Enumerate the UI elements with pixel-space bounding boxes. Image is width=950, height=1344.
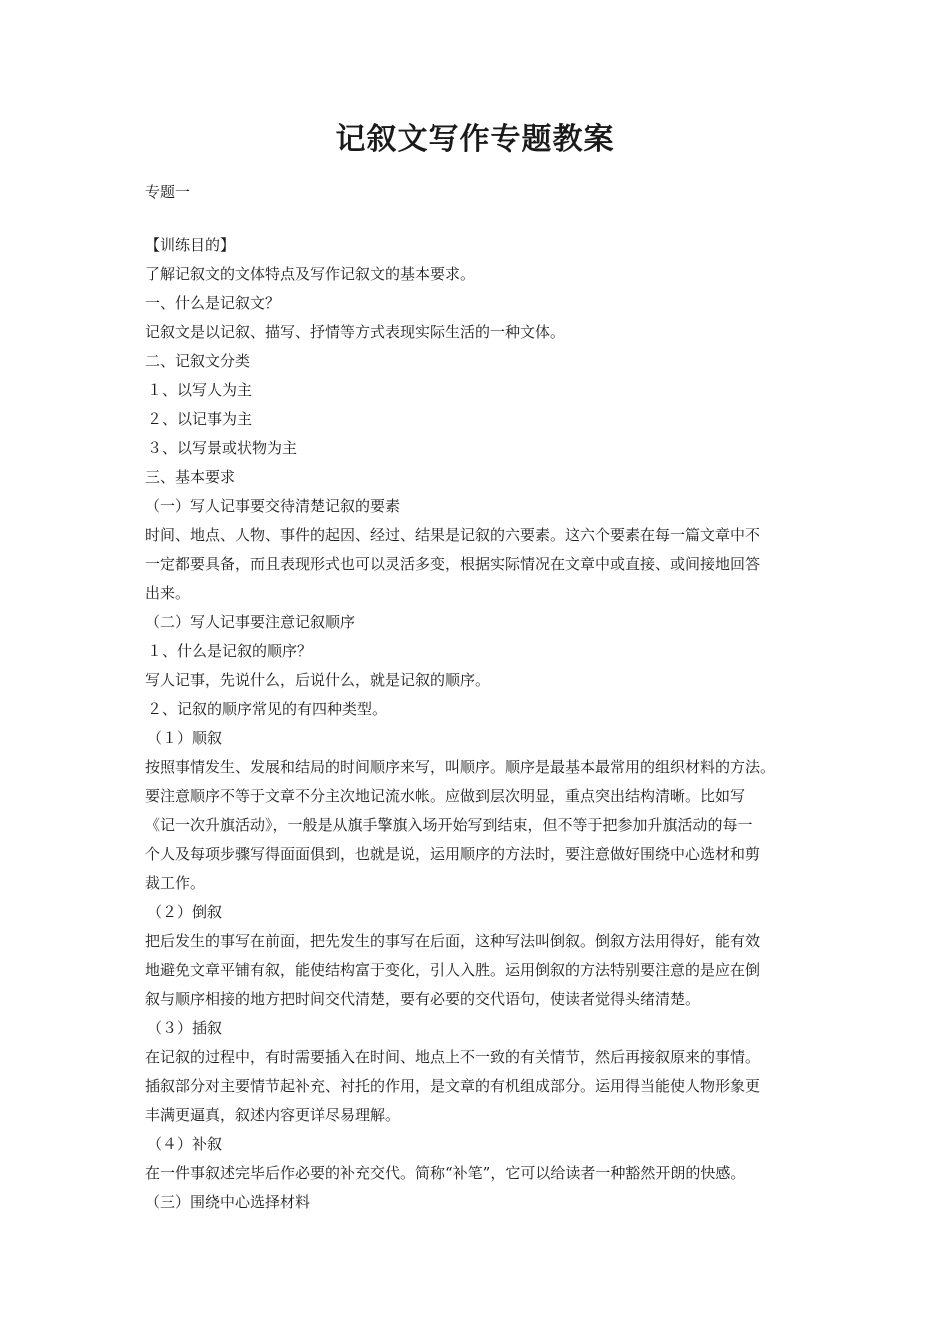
paragraph-line: 时间、地点、人物、事件的起因、经过、结果是记叙的六要素。这六个要素在每一篇文章中不: [145, 526, 761, 544]
paragraph-line: 在记叙的过程中，有时需要插入在时间、地点上不一致的有关情节，然后再接叙原来的事情。: [145, 1048, 761, 1066]
paragraph-line: 一定都要具备，而且表现形式也可以灵活多变，根据实际情况在文章中或直接、或间接地回答: [145, 555, 761, 573]
paragraph-line: 插叙部分对主要情节起补充、衬托的作用，是文章的有机组成部分。运用得当能使人物形象更: [145, 1077, 761, 1095]
section-heading: 二、记叙文分类: [145, 352, 251, 370]
list-item: （３）插叙: [147, 1019, 223, 1037]
document-body: [145, 231, 815, 1217]
paragraph-line: 《记一次升旗活动》，一般是从旗手擎旗入场开始写到结束，但不等于把参加升旗活动的每一: [145, 816, 753, 834]
paragraph-line: 地避免文章平铺有叙，能使结构富于变化，引人入胜。运用倒叙的方法特别要注意的是应在倒: [145, 961, 761, 979]
paragraph-line: 个人及每项步骤写得面面俱到，也就是说，运用顺序的方法时，要注意做好围绕中心选材和剪: [145, 845, 761, 863]
paragraph-line: 出来。: [145, 584, 191, 602]
paragraph-line: 了解记叙文的文体特点及写作记叙文的基本要求。: [145, 265, 476, 283]
subsection-heading: （二）写人记事要注意记叙顺序: [145, 613, 356, 631]
list-item: （１）顺叙: [147, 729, 223, 747]
list-item: １、什么是记叙的顺序？: [147, 642, 313, 660]
paragraph-line: 记叙文是以记叙、描写、抒情等方式表现实际生活的一种文体。: [145, 323, 566, 341]
paragraph-line: 要注意顺序不等于文章不分主次地记流水帐。应做到层次明显，重点突出结构清晰。比如写: [145, 787, 746, 805]
subsection-heading: （一）写人记事要交待清楚记叙的要素: [145, 497, 401, 515]
paragraph-line: 写人记事，先说什么，后说什么，就是记叙的顺序。: [145, 671, 491, 689]
paragraph-line: 在一件事叙述完毕后作必要的补充交代。简称“补笔”，它可以给读者一种豁然开朗的快感。: [145, 1164, 746, 1182]
paragraph-line: 丰满更逼真，叙述内容更详尽易理解。: [145, 1106, 401, 1124]
page-title: 记叙文写作专题教案: [335, 122, 615, 157]
list-item: （２）倒叙: [147, 903, 223, 921]
subsection-heading: （三）围绕中心选择材料: [145, 1193, 311, 1211]
list-item: ２、以记事为主: [147, 410, 253, 428]
section-subtitle: 专题一: [145, 183, 191, 201]
paragraph-line: 按照事情发生、发展和结局的时间顺序来写，叫顺序。顺序是最基本最常用的组织材料的方法。: [145, 758, 776, 776]
paragraph-line: 裁工作。: [145, 874, 206, 892]
paragraph-line: 把后发生的事写在前面，把先发生的事写在后面，这种写法叫倒叙。倒叙方法用得好，能有效: [145, 932, 761, 950]
section-heading: 一、什么是记叙文？: [145, 294, 281, 312]
section-heading: 三、基本要求: [145, 468, 236, 486]
list-item: １、以写人为主: [147, 381, 253, 399]
list-item: ２、记叙的顺序常见的有四种类型。: [147, 700, 388, 718]
list-item: ３、以写景或状物为主: [147, 439, 298, 457]
heading-training-goal: 【训练目的】: [145, 236, 236, 254]
list-item: （４）补叙: [147, 1135, 223, 1153]
paragraph-line: 叙与顺序相接的地方把时间交代清楚，要有必要的交代语句，使读者觉得头绪清楚。: [145, 990, 701, 1008]
